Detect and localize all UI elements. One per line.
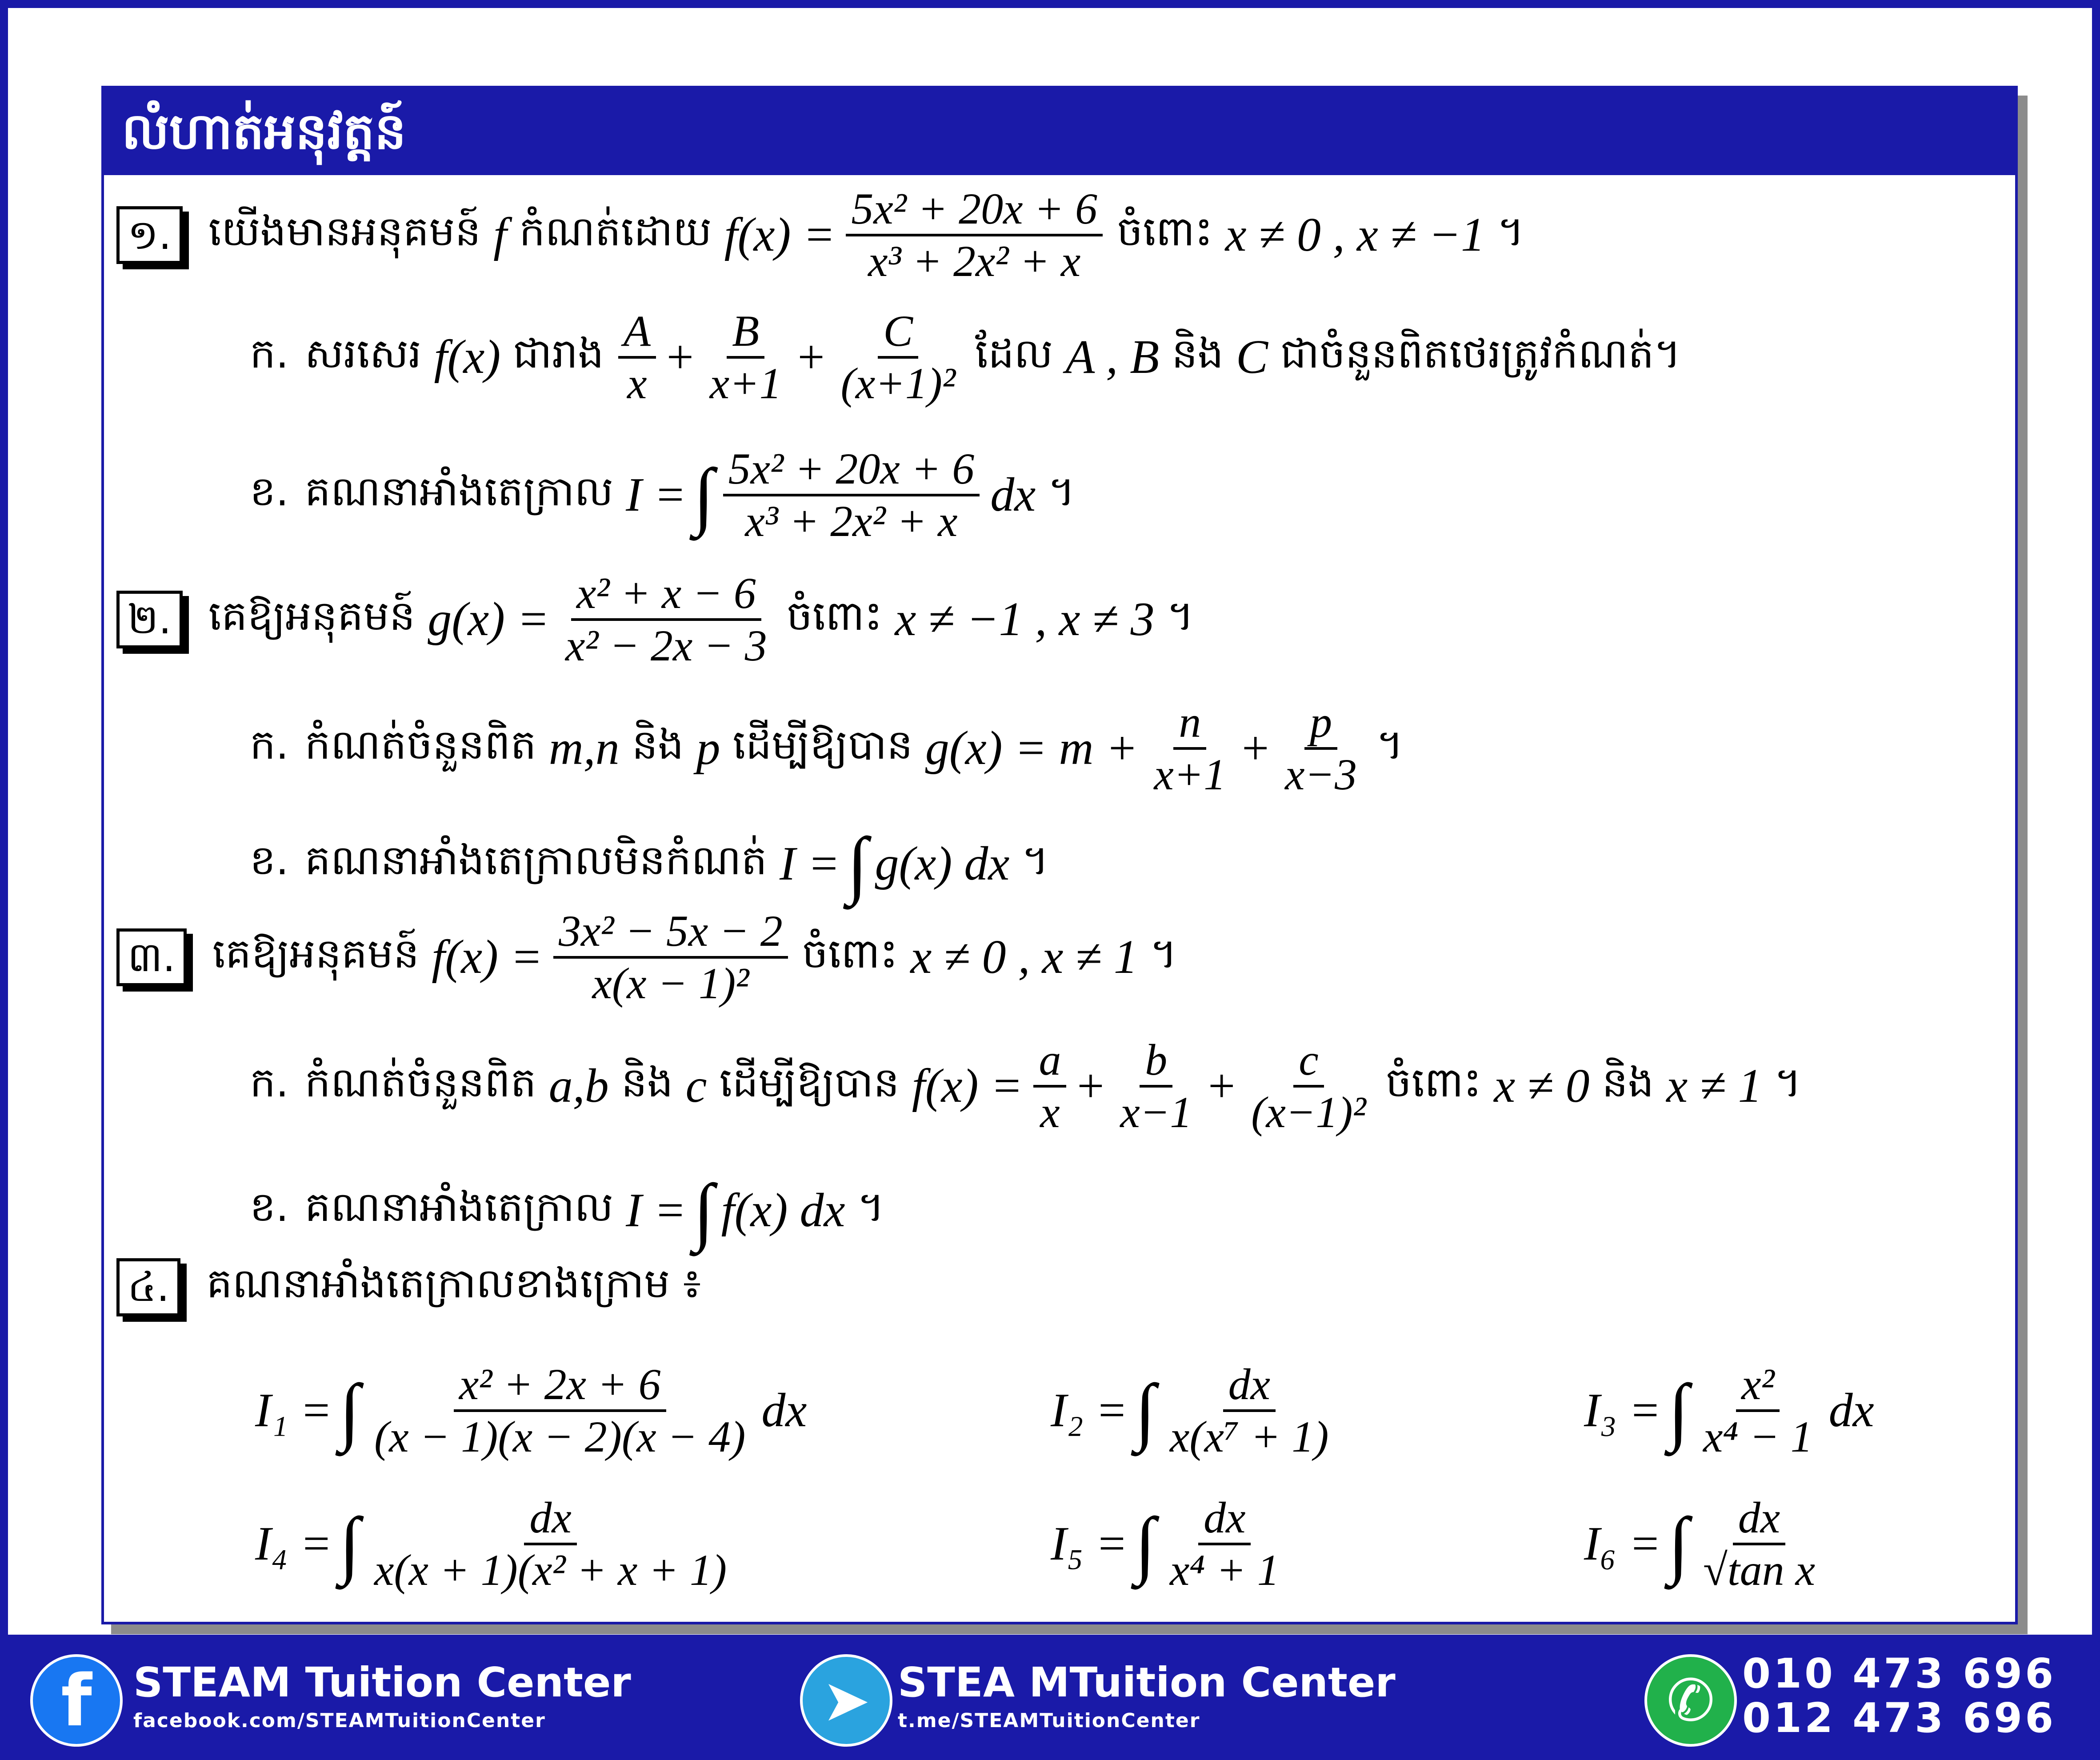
problem-1: ១. យើងមានអនុគមន៍ f កំណត់ដោយ f(x) = $\frac{\text{5x² + 20x + 6}}{\text{x³ + 2x² + x}}$ ចំពោះ x ≠ 0 , x ≠ −1 ។ [116, 184, 1532, 286]
integral-2: I₂ = ∫ $\frac{dx}{\text{x(x⁷ + 1)}}$ [1051, 1360, 1329, 1461]
phone-icon[interactable]: ✆ [1644, 1654, 1737, 1747]
integral-6: I₆ = ∫ $\frac{dx}{\text{√tan x}}$ [1584, 1493, 1816, 1595]
problem-3b: ខ. គណនាអាំងតេក្រាល I = ∫ f(x) dx ។ [250, 1169, 885, 1252]
integral-4: I₄ = ∫ $\frac{dx}{\text{x(x + 1)(x² + x + 1)}}$ [255, 1493, 727, 1595]
integral-sign: ∫ [847, 822, 868, 906]
card-title: លំហាត់អនុវត្តន៍ [104, 88, 2015, 175]
phone-number-1[interactable]: 010 473 696 [1742, 1650, 2056, 1697]
problem-3a: ក. កំណត់ចំនួនពិត a,b និង c ដើម្បីឱ្យបាន f(x) = $\frac{a}{x}$ + $\frac{b}{x-1}$ + $\frac{c}{\text{(x−1)²}}$ ចំពោះ x ≠ 0 និង x ≠ 1 ។ [250, 1035, 1802, 1137]
problem-1a: ក. សរសេរ f(x) ជារាង $\frac{A}{x}$ + $\frac{B}{x+1}$ + $\frac{C}{\text{(x+1)²}}$ ដែល A , B និង C ជាចំនួនពិតថេរត្រូវកំណត់។ [250, 306, 1681, 408]
problem-2a: ក. កំណត់ចំនួនពិត m,n និង p ដើម្បីឱ្យបាន g(x) = m + $\frac{n}{x+1}$ + $\frac{p}{x-3}$ ។ [250, 697, 1404, 799]
problem-number: ២. [116, 591, 183, 649]
problem-number: ១. [116, 206, 183, 264]
integral-3: I₃ = ∫ $\frac{\text{x²}}{\text{x⁴ − 1}}$ dx [1584, 1360, 1874, 1461]
telegram-title[interactable]: STEA MTuition Center [898, 1659, 1396, 1706]
facebook-title[interactable]: STEAM Tuition Center [133, 1659, 631, 1706]
problem-1b: ខ. គណនាអាំងតេក្រាល I = ∫ $\frac{\text{5x² + 20x + 6}}{\text{x³ + 2x² + x}}$ dx ។ [250, 444, 1075, 546]
telegram-link[interactable]: t.me/STEAMTuitionCenter [898, 1709, 1200, 1732]
telegram-icon[interactable]: ➤ [800, 1654, 892, 1747]
integral-5: I₅ = ∫ $\frac{dx}{\text{x⁴ + 1}}$ [1051, 1493, 1280, 1595]
integral-sign: ∫ [693, 453, 714, 537]
fraction: $\frac{\text{5x² + 20x + 6}}{\text{x³ + 2x² + x}}$ [846, 184, 1103, 286]
problem-3: ៣. គេឱ្យអនុគមន៍ f(x) = $\frac{\text{3x² − 5x − 2}}{\text{x(x − 1)²}}$ ចំពោះ x ≠ 0 , x ≠ 1 ។ [116, 906, 1185, 1008]
phone-number-2[interactable]: 012 473 696 [1742, 1694, 2056, 1742]
facebook-icon[interactable]: f [30, 1654, 123, 1747]
facebook-link[interactable]: facebook.com/STEAMTuitionCenter [133, 1709, 546, 1732]
problem-number: ៣. [116, 928, 187, 987]
integral-sign: ∫ [693, 1169, 714, 1252]
problem-number: ៤. [116, 1258, 180, 1316]
worksheet [8, 8, 2092, 1635]
problem-4: ៤. គណនាអាំងតេក្រាលខាងក្រោម ៖ [116, 1257, 709, 1317]
problem-2b: ខ. គណនាអាំងតេក្រាលមិនកំណត់ I = ∫ g(x) dx ។ [250, 822, 1049, 906]
integral-1: I₁ = ∫ $\frac{\text{x² + 2x + 6}}{(x - 1)(x - 2)(x - 4)}$ dx [255, 1360, 807, 1461]
problem-2: ២. គេឱ្យអនុគមន៍ g(x) = $\frac{\text{x² + x − 6}}{\text{x² − 2x − 3}}$ ចំពោះ x ≠ −1 , x ≠ 3 ។ [116, 568, 1202, 671]
footer [0, 1636, 2100, 1760]
exercise-card [101, 86, 2018, 1624]
